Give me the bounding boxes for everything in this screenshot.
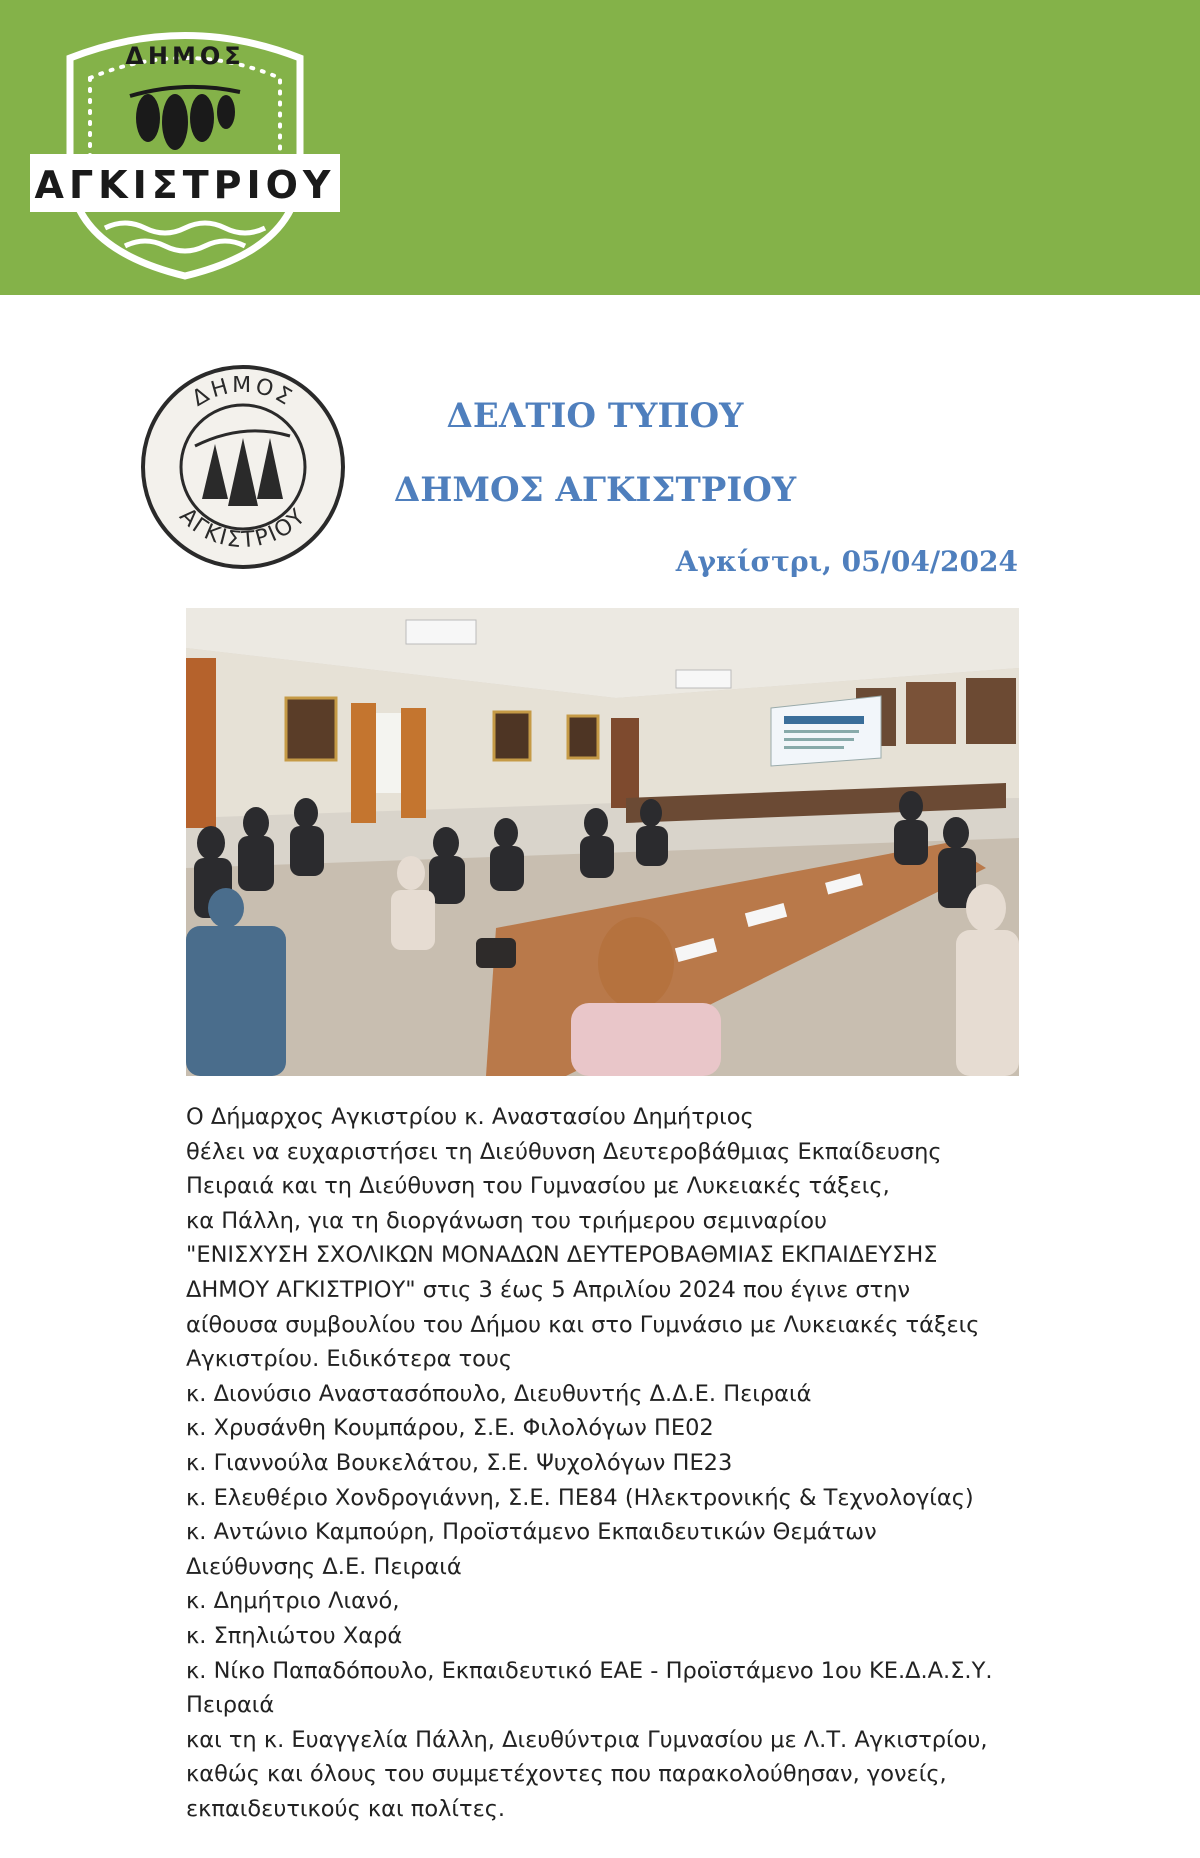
header-banner [0,0,1200,295]
seminar-photo [186,608,1019,1076]
municipality-logo [30,18,340,283]
body-line: ΔΗΜΟΥ ΑΓΚΙΣΤΡΙΟΥ" στις 3 έως 5 Απριλίου 2024 που έγινε στην [186,1276,911,1303]
press-release-body [186,1100,1066,1826]
document-title: ΔΕΛΤΙΟ ΤΥΠΟΥ [446,396,744,436]
body-line: κ. Νίκο Παπαδόπουλο, Εκπαιδευτικό ΕΑΕ - Προϊστάμενο 1ου ΚΕ.Δ.Α.Σ.Υ. [186,1657,993,1684]
body-line: θέλει να ευχαριστήσει τη Διεύθυνση Δευτεροβάθμιας Εκπαίδευσης [186,1138,942,1165]
body-line: εκπαιδευτικούς και πολίτες. [186,1795,506,1822]
body-line: κ. Δημήτριο Λιανό, [186,1588,400,1615]
body-line: κ. Διονύσιο Αναστασόπουλο, Διευθυντής Δ.Δ.Ε. Πειραιά [186,1380,812,1407]
document-subtitle: ΔΗΜΟΣ ΑΓΚΙΣΤΡΙΟΥ [393,470,797,510]
body-line: "ΕΝΙΣΧΥΣΗ ΣΧΟΛΙΚΩΝ ΜΟΝΑΔΩΝ ΔΕΥΤΕΡΟΒΑΘΜΙΑΣ ΕΚΠΑΙΔΕΥΣΗΣ [186,1242,938,1269]
body-line: κ. Σπηλιώτου Χαρά [186,1622,403,1649]
svg-text:ΑΓΚΙΣΤΡΙΟΥ: ΑΓΚΙΣΤΡΙΟΥ [174,503,312,554]
body-line: Ο Δήμαρχος Αγκιστρίου κ. Αναστασίου Δημήτριος [186,1104,754,1130]
municipality-seal [140,364,346,570]
body-line: κ. Ελευθέριο Χονδρογιάννη, Σ.Ε. ΠΕ84 (Ηλεκτρονικής & Τεχνολογίας) [186,1484,974,1511]
body-line: κ. Χρυσάνθη Κουμπάρου, Σ.Ε. Φιλολόγων ΠΕ02 [186,1415,714,1442]
document-date: Αγκίστρι, 05/04/2024 [675,545,1018,578]
body-line: Πειραιά και τη Διεύθυνση του Γυμνασίου με Λυκειακές τάξεις, [186,1173,890,1200]
body-line: καθώς και όλους του συμμετέχοντες που παρακολούθησαν, γονείς, [186,1761,947,1788]
body-line: κ. Γιαννούλα Βουκελάτου, Σ.Ε. Ψυχολόγων ΠΕ23 [186,1449,733,1476]
body-line: Αγκιστρίου. Ειδικότερα τους [186,1346,513,1373]
body-line: Πειραιά [186,1692,275,1719]
svg-text:ΔΗΜΟΣ: ΔΗΜΟΣ [125,42,245,70]
body-line: κ. Αντώνιο Καμπούρη, Προϊστάμενο Εκπαιδευτικών Θεμάτων [186,1519,877,1546]
body-line: κα Πάλλη, για τη διοργάνωση του τριήμερου σεμιναρίου [186,1207,828,1234]
body-line: Διεύθυνσης Δ.Ε. Πειραιά [186,1553,462,1580]
svg-text:ΔΗΜΟΣ: ΔΗΜΟΣ [188,372,299,412]
body-line: και τη κ. Ευαγγελία Πάλλη, Διευθύντρια Γυμνασίου με Λ.Τ. Αγκιστρίου, [186,1726,988,1753]
svg-text:ΑΓΚΙΣΤΡΙΟΥ: ΑΓΚΙΣΤΡΙΟΥ [34,163,336,207]
body-line: αίθουσα συμβουλίου του Δήμου και στο Γυμνάσιο με Λυκειακές τάξεις [186,1311,980,1338]
